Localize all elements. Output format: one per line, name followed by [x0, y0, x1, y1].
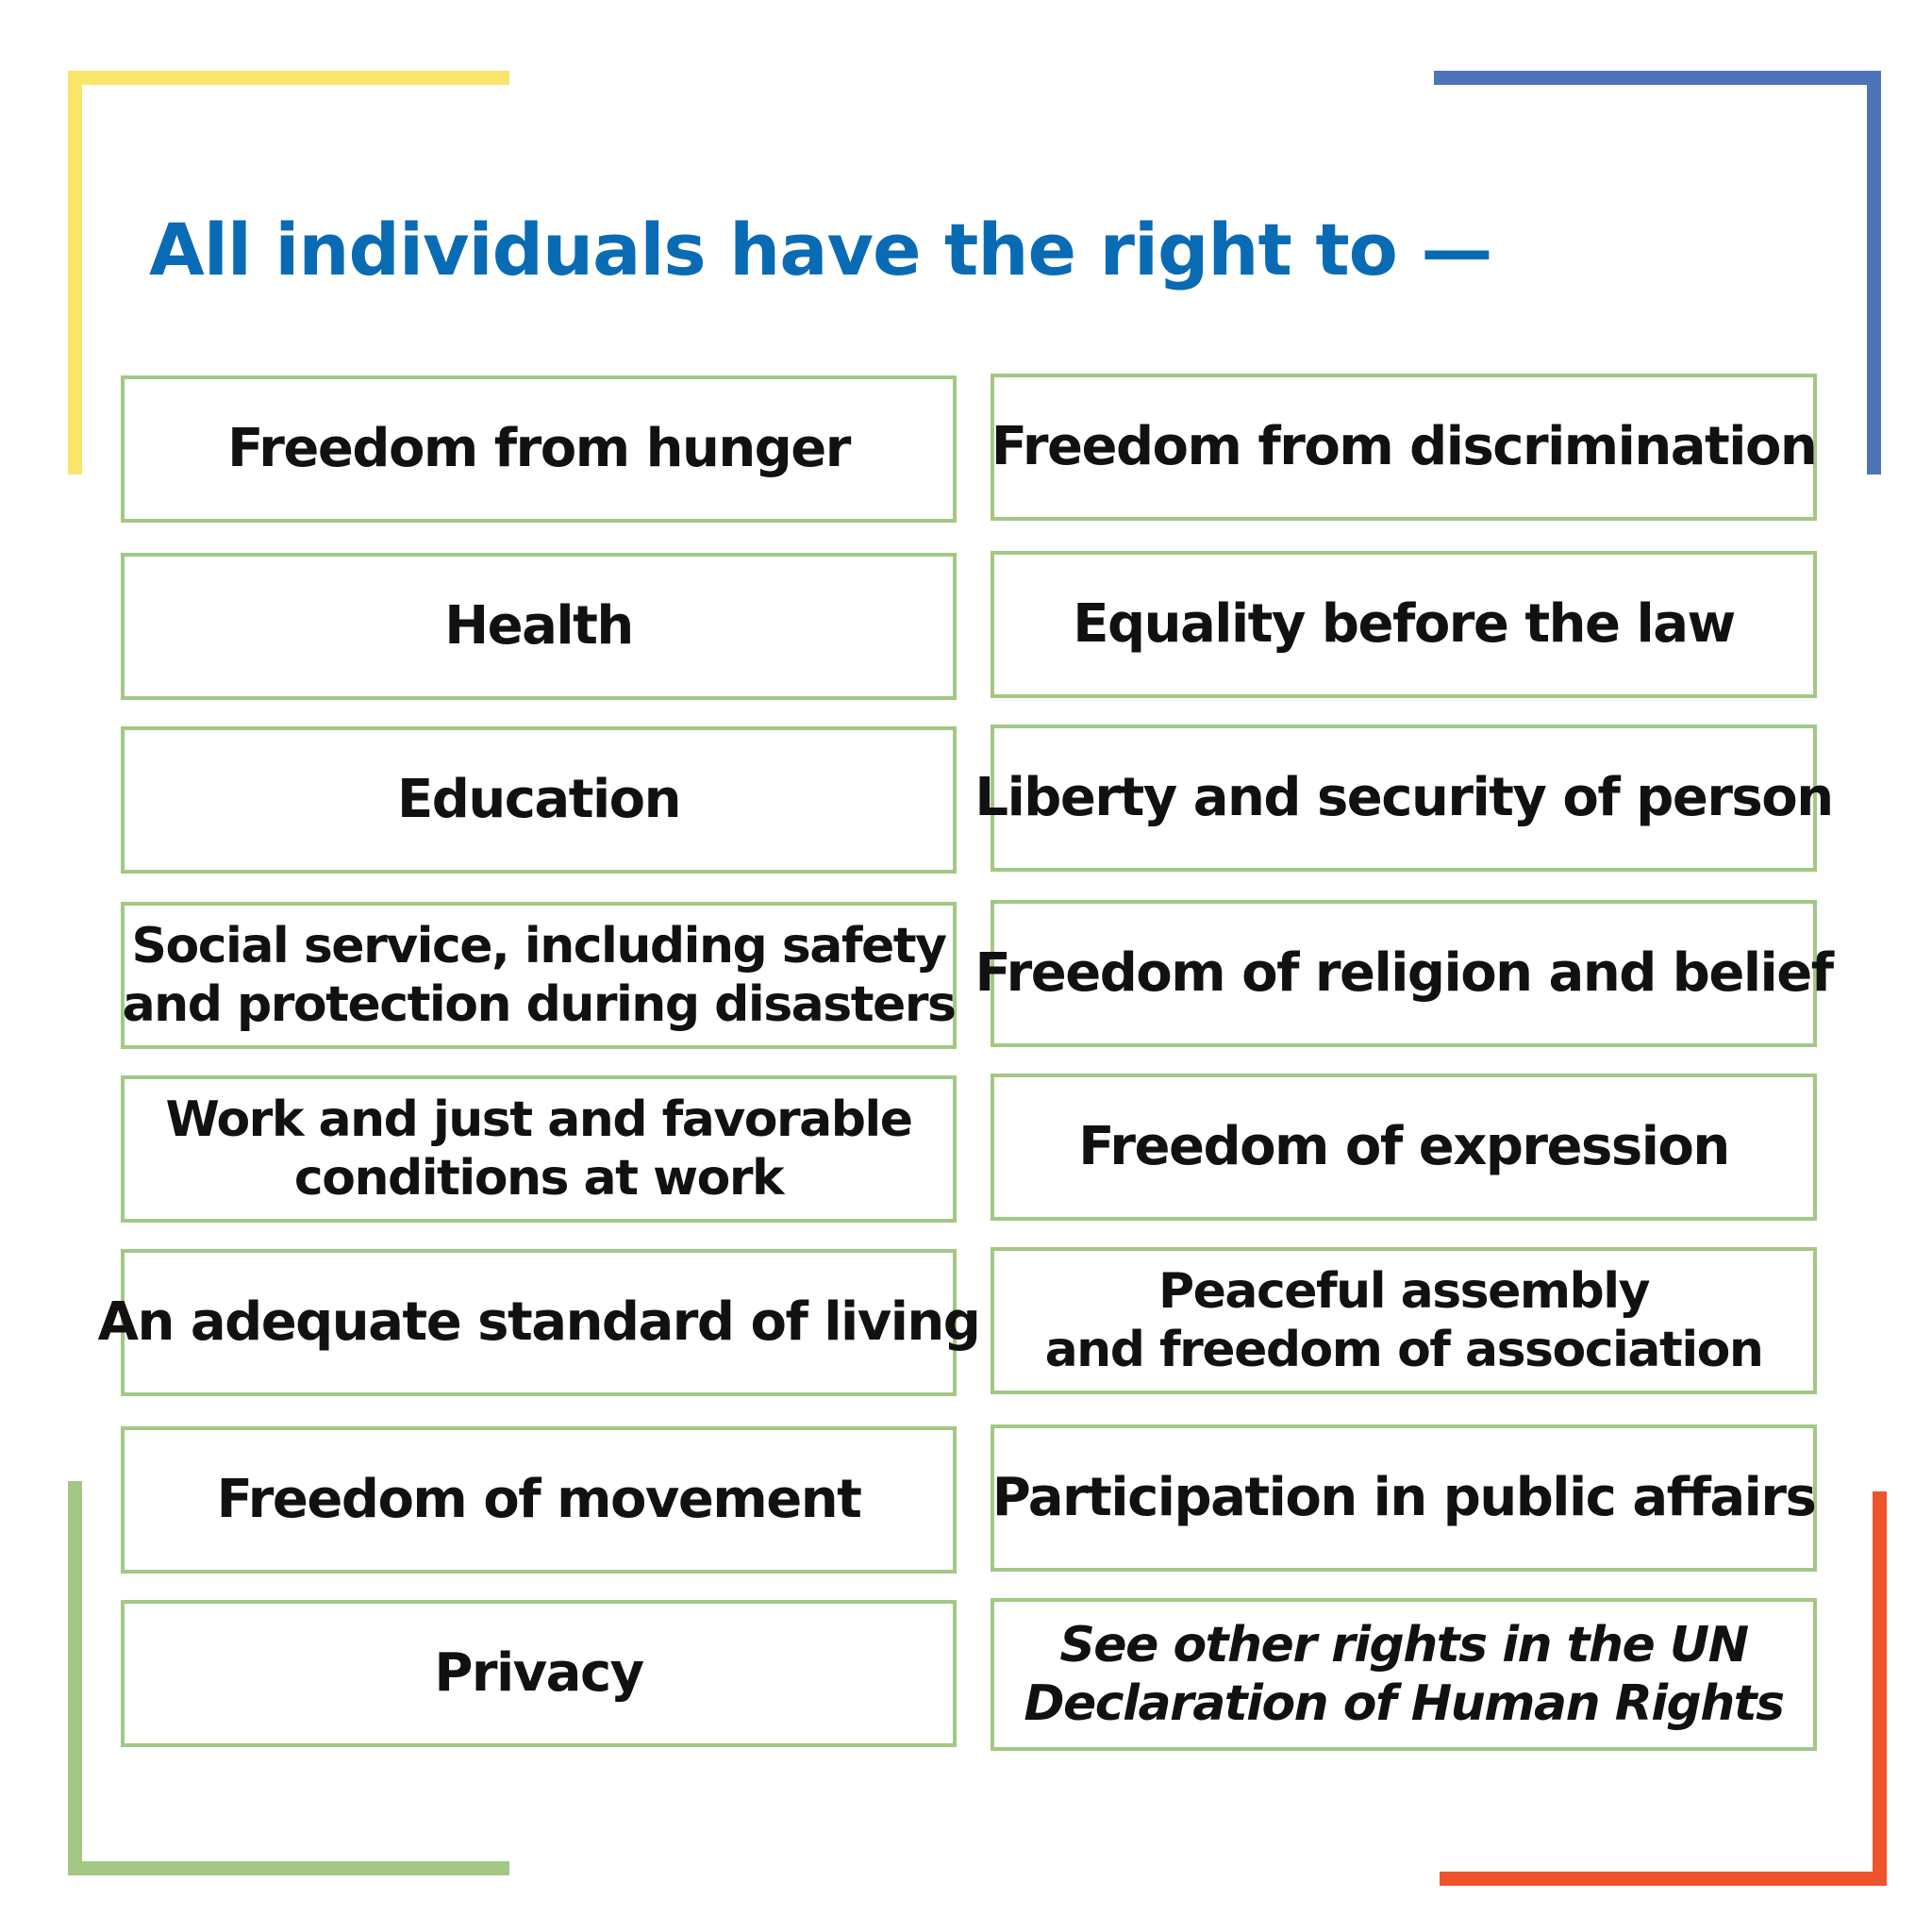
right-box-privacy [121, 1600, 957, 1747]
right-label: Participation in public affairs [991, 1467, 1816, 1528]
right-box-adequate-standard-of-living [97, 1249, 980, 1396]
right-box-health [121, 553, 957, 700]
right-label-line-1: Peaceful assembly [1158, 1263, 1650, 1320]
right-label: Privacy [434, 1642, 643, 1704]
right-box-participation-in-public-affairs [991, 1424, 1817, 1572]
right-box-work [121, 1075, 957, 1223]
right-box-freedom-of-religion [974, 900, 1833, 1047]
right-label-line-2: Declaration of Human Rights [1024, 1675, 1784, 1732]
right-label: Education [397, 769, 680, 830]
right-label: Freedom from discrimination [991, 416, 1817, 477]
right-label: Equality before the law [1073, 593, 1735, 655]
right-label: Health [444, 595, 633, 657]
page-title: All individuals have the right to — [149, 208, 1492, 291]
right-box-see-other-rights [991, 1598, 1817, 1751]
right-label: Liberty and security of person [974, 767, 1833, 828]
right-label-line-2: and protection during disasters [122, 976, 956, 1033]
right-label-line-1: See other rights in the UN [1059, 1617, 1748, 1674]
right-label-line-1: Social service, including safety [131, 918, 946, 974]
right-label-line-2: and freedom of association [1044, 1322, 1763, 1378]
right-label: Freedom of religion and belief [974, 942, 1833, 1004]
right-box-liberty-and-security [974, 724, 1833, 872]
right-label-line-2: conditions at work [293, 1150, 784, 1207]
right-box-freedom-from-discrimination [991, 374, 1817, 521]
right-box-education [121, 726, 957, 874]
right-box-freedom-of-expression [991, 1074, 1817, 1221]
right-box-equality-before-the-law [991, 551, 1817, 698]
right-label-line-1: Work and just and favorable [165, 1091, 912, 1148]
right-box-freedom-of-movement [121, 1426, 957, 1574]
right-box-freedom-from-hunger [121, 375, 957, 523]
right-box-peaceful-assembly [991, 1247, 1817, 1394]
right-label: Freedom of movement [216, 1469, 861, 1530]
right-box-social-service [121, 902, 957, 1049]
right-label: Freedom from hunger [227, 418, 850, 479]
right-label: Freedom of expression [1078, 1116, 1729, 1177]
right-label: An adequate standard of living [97, 1291, 980, 1353]
